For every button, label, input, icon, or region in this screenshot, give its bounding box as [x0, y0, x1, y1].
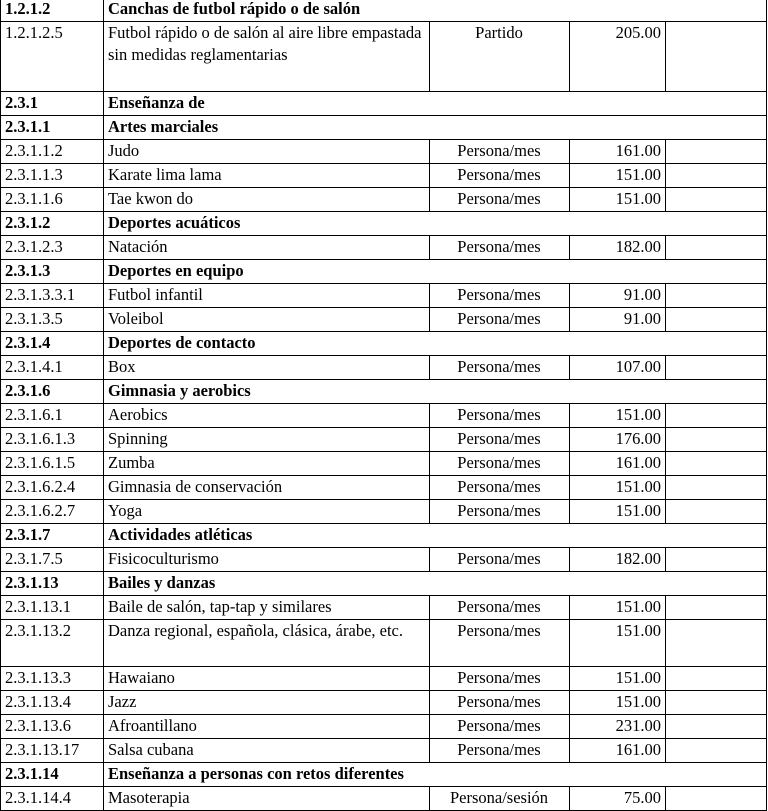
item-price: 205.00	[570, 22, 666, 92]
table-row	[1, 428, 767, 452]
table-row	[1, 476, 767, 500]
table-row	[1, 164, 767, 188]
item-unit: Persona/mes	[430, 452, 570, 476]
section-header-row	[1, 0, 767, 22]
item-price: 151.00	[570, 500, 666, 524]
item-description: Gimnasia de conservación	[104, 476, 430, 500]
item-code: 1.2.1.2.5	[1, 22, 104, 92]
item-price: 151.00	[570, 188, 666, 212]
empty-cell	[666, 548, 767, 572]
section-title: Canchas de futbol rápido o de salón	[104, 0, 767, 22]
empty-cell	[666, 667, 767, 691]
empty-cell	[666, 188, 767, 212]
item-description: Spinning	[104, 428, 430, 452]
item-price: 107.00	[570, 356, 666, 380]
table-row	[1, 356, 767, 380]
item-code: 2.3.1.1.2	[1, 140, 104, 164]
table-row	[1, 667, 767, 691]
empty-cell	[666, 356, 767, 380]
item-description: Tae kwon do	[104, 188, 430, 212]
item-description: Masoterapia	[104, 787, 430, 811]
item-code: 2.3.1.6.2.4	[1, 476, 104, 500]
item-description: Jazz	[104, 691, 430, 715]
empty-cell	[666, 404, 767, 428]
empty-cell	[666, 428, 767, 452]
item-description: Box	[104, 356, 430, 380]
section-header-row	[1, 260, 767, 284]
empty-cell	[666, 739, 767, 763]
fee-table-body	[1, 0, 767, 811]
item-code: 2.3.1.13.17	[1, 739, 104, 763]
item-price: 151.00	[570, 667, 666, 691]
item-unit: Persona/mes	[430, 476, 570, 500]
item-code: 2.3.1.13.1	[1, 596, 104, 620]
section-title: Enseñanza a personas con retos diferentes	[104, 763, 767, 787]
item-price: 161.00	[570, 140, 666, 164]
item-description: Karate lima lama	[104, 164, 430, 188]
item-code: 2.3.1.3.3.1	[1, 284, 104, 308]
section-code: 2.3.1.1	[1, 116, 104, 140]
item-unit: Persona/mes	[430, 500, 570, 524]
section-code: 2.3.1	[1, 92, 104, 116]
item-price: 161.00	[570, 739, 666, 763]
section-header-row	[1, 332, 767, 356]
section-header-row	[1, 763, 767, 787]
section-code: 2.3.1.4	[1, 332, 104, 356]
item-description: Baile de salón, tap-tap y similares	[104, 596, 430, 620]
table-row	[1, 308, 767, 332]
item-code: 2.3.1.14.4	[1, 787, 104, 811]
item-price: 182.00	[570, 236, 666, 260]
table-row	[1, 739, 767, 763]
item-unit: Persona/sesión	[430, 787, 570, 811]
item-unit: Persona/mes	[430, 739, 570, 763]
item-unit: Partido	[430, 22, 570, 92]
section-title: Actividades atléticas	[104, 524, 767, 548]
item-description: Zumba	[104, 452, 430, 476]
empty-cell	[666, 164, 767, 188]
item-description: Fisicoculturismo	[104, 548, 430, 572]
item-price: 151.00	[570, 596, 666, 620]
table-row	[1, 620, 767, 667]
section-title: Gimnasia y aerobics	[104, 380, 767, 404]
item-description: Natación	[104, 236, 430, 260]
item-price: 161.00	[570, 452, 666, 476]
empty-cell	[666, 691, 767, 715]
item-code: 2.3.1.6.1.5	[1, 452, 104, 476]
empty-cell	[666, 22, 767, 92]
section-code: 2.3.1.7	[1, 524, 104, 548]
section-code: 2.3.1.14	[1, 763, 104, 787]
table-row	[1, 452, 767, 476]
item-unit: Persona/mes	[430, 236, 570, 260]
item-description: Hawaiano	[104, 667, 430, 691]
item-unit: Persona/mes	[430, 715, 570, 739]
table-row	[1, 284, 767, 308]
item-code: 2.3.1.1.6	[1, 188, 104, 212]
item-code: 2.3.1.13.3	[1, 667, 104, 691]
item-description: Futbol infantil	[104, 284, 430, 308]
section-title: Enseñanza de	[104, 92, 767, 116]
empty-cell	[666, 620, 767, 667]
item-unit: Persona/mes	[430, 596, 570, 620]
table-row	[1, 715, 767, 739]
item-price: 151.00	[570, 164, 666, 188]
item-price: 151.00	[570, 620, 666, 667]
empty-cell	[666, 236, 767, 260]
item-unit: Persona/mes	[430, 667, 570, 691]
section-title: Bailes y danzas	[104, 572, 767, 596]
table-row	[1, 236, 767, 260]
item-description: Salsa cubana	[104, 739, 430, 763]
section-title: Deportes acuáticos	[104, 212, 767, 236]
item-description: Yoga	[104, 500, 430, 524]
item-unit: Persona/mes	[430, 188, 570, 212]
item-price: 151.00	[570, 691, 666, 715]
item-price: 151.00	[570, 476, 666, 500]
empty-cell	[666, 596, 767, 620]
item-unit: Persona/mes	[430, 691, 570, 715]
item-unit: Persona/mes	[430, 548, 570, 572]
item-unit: Persona/mes	[430, 404, 570, 428]
item-code: 2.3.1.1.3	[1, 164, 104, 188]
item-unit: Persona/mes	[430, 284, 570, 308]
item-description: Aerobics	[104, 404, 430, 428]
item-price: 182.00	[570, 548, 666, 572]
item-unit: Persona/mes	[430, 428, 570, 452]
item-code: 2.3.1.4.1	[1, 356, 104, 380]
item-code: 2.3.1.13.4	[1, 691, 104, 715]
section-title: Deportes de contacto	[104, 332, 767, 356]
item-unit: Persona/mes	[430, 164, 570, 188]
table-row	[1, 548, 767, 572]
section-code: 2.3.1.2	[1, 212, 104, 236]
item-unit: Persona/mes	[430, 308, 570, 332]
item-description: Voleibol	[104, 308, 430, 332]
section-header-row	[1, 212, 767, 236]
item-description: Futbol rápido o de salón al aire libre empastada sin medidas reglamentarias	[104, 22, 430, 92]
section-header-row	[1, 116, 767, 140]
section-header-row	[1, 572, 767, 596]
section-code: 1.2.1.2	[1, 0, 104, 22]
section-header-row	[1, 92, 767, 116]
section-code: 2.3.1.3	[1, 260, 104, 284]
empty-cell	[666, 140, 767, 164]
section-header-row	[1, 524, 767, 548]
item-price: 91.00	[570, 308, 666, 332]
item-code: 2.3.1.6.1.3	[1, 428, 104, 452]
item-code: 2.3.1.6.2.7	[1, 500, 104, 524]
item-unit: Persona/mes	[430, 620, 570, 667]
item-code: 2.3.1.13.2	[1, 620, 104, 667]
section-title: Deportes en equipo	[104, 260, 767, 284]
empty-cell	[666, 787, 767, 811]
item-code: 2.3.1.13.6	[1, 715, 104, 739]
empty-cell	[666, 715, 767, 739]
table-row	[1, 188, 767, 212]
empty-cell	[666, 284, 767, 308]
empty-cell	[666, 500, 767, 524]
item-code: 2.3.1.2.3	[1, 236, 104, 260]
item-price: 151.00	[570, 404, 666, 428]
table-row	[1, 140, 767, 164]
item-description: Judo	[104, 140, 430, 164]
section-code: 2.3.1.6	[1, 380, 104, 404]
item-price: 91.00	[570, 284, 666, 308]
table-row	[1, 691, 767, 715]
empty-cell	[666, 308, 767, 332]
item-price: 176.00	[570, 428, 666, 452]
item-code: 2.3.1.3.5	[1, 308, 104, 332]
table-row	[1, 596, 767, 620]
table-row	[1, 404, 767, 428]
item-price: 231.00	[570, 715, 666, 739]
item-unit: Persona/mes	[430, 140, 570, 164]
item-description: Danza regional, española, clásica, árabe, etc.	[104, 620, 430, 667]
empty-cell	[666, 452, 767, 476]
table-row	[1, 500, 767, 524]
section-header-row	[1, 380, 767, 404]
item-unit: Persona/mes	[430, 356, 570, 380]
table-row	[1, 787, 767, 811]
empty-cell	[666, 476, 767, 500]
item-code: 2.3.1.7.5	[1, 548, 104, 572]
section-code: 2.3.1.13	[1, 572, 104, 596]
table-row	[1, 22, 767, 92]
item-price: 75.00	[570, 787, 666, 811]
section-title: Artes marciales	[104, 116, 767, 140]
item-code: 2.3.1.6.1	[1, 404, 104, 428]
item-description: Afroantillano	[104, 715, 430, 739]
